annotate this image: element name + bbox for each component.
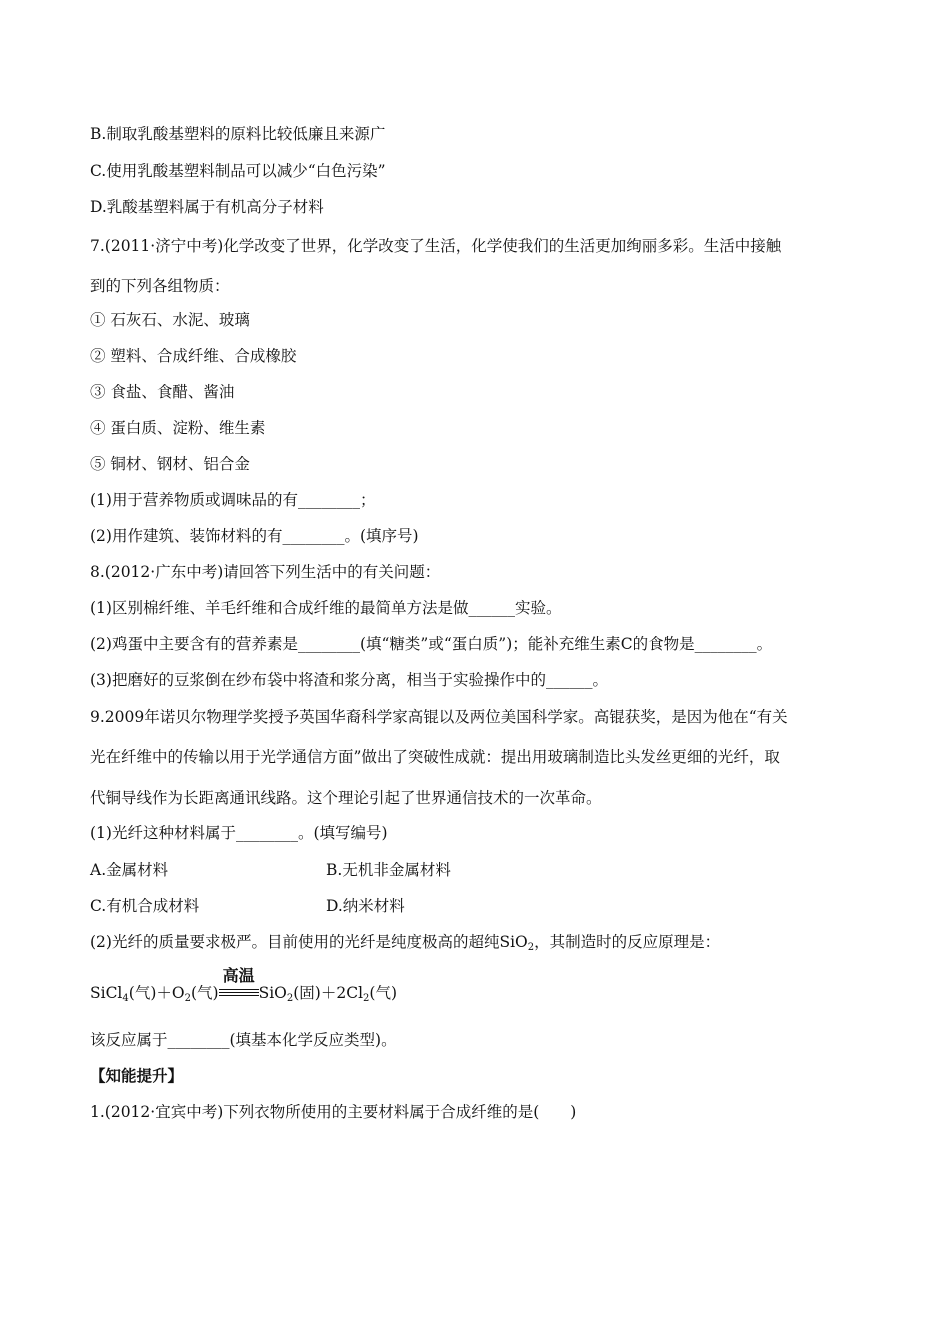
eq-o-sub: 2 — [184, 993, 191, 1004]
q7-item-3: ③ 食盐、食醋、酱油 — [90, 383, 235, 401]
q9-option-b: B.无机非金属材料 — [326, 861, 451, 879]
reaction-condition — [219, 966, 259, 1003]
eq-cl-sub: 2 — [363, 993, 370, 1004]
q7-item-4: ④ 蛋白质、淀粉、维生素 — [90, 419, 266, 437]
q7-item-2: ② 塑料、合成纤维、合成橡胶 — [90, 347, 297, 365]
q9-sub2-pre: (2)光纤的质量要求极严。目前使用的光纤是纯度极高的超纯SiO — [90, 933, 528, 951]
q8-sub2: (2)鸡蛋中主要含有的营养素是________(填“糖类”或“蛋白质”)；能补充维生素C的食物是________。 — [90, 635, 773, 653]
equals-bar-top — [219, 989, 259, 990]
q9-stem-line2: 光在纤维中的传输以用于光学通信方面”做出了突破性成就：提出用玻璃制造比头发丝更细的光纤，取 — [90, 748, 780, 766]
section-title: 【知能提升】 — [90, 1067, 184, 1085]
eq-sicl: SiCl — [90, 984, 123, 1002]
eq-sio-sub: 2 — [286, 993, 294, 1004]
q7-sub2: (2)用作建筑、装饰材料的有________。(填序号) — [90, 527, 419, 545]
q8-sub3: (3)把磨好的豆浆倒在纱布袋中将渣和浆分离，相当于实验操作中的______。 — [90, 671, 608, 689]
eq-sicl-sub: 4 — [122, 993, 129, 1004]
q7-item-1: ① 石灰石、水泥、玻璃 — [90, 311, 250, 329]
q6-option-c: C.使用乳酸基塑料制品可以减少“白色污染” — [90, 162, 386, 180]
q9-sub3: 该反应属于________(填基本化学反应类型)。 — [90, 1031, 397, 1049]
q9-sub2-subscript: 2 — [527, 942, 535, 953]
q9-stem-line3: 代铜导线作为长距离通讯线路。这个理论引起了世界通信技术的一次革命。 — [90, 789, 602, 807]
q9-equation — [90, 966, 398, 1009]
q6-option-b: B.制取乳酸基塑料的原料比较低廉且来源广 — [90, 125, 386, 143]
q9-sub1: (1)光纤这种材料属于________。(填写编号) — [90, 824, 388, 842]
q8-sub1: (1)区别棉纤维、羊毛纤维和合成纤维的最简单方法是做______实验。 — [90, 599, 562, 617]
q9-option-d: D.纳米材料 — [326, 897, 405, 915]
q6-option-d: D.乳酸基塑料属于有机高分子材料 — [90, 198, 324, 216]
q7-stem-line1: 7.(2011·济宁中考)化学改变了世界，化学改变了生活，化学使我们的生活更加绚丽多彩。生活中接触 — [90, 237, 782, 255]
q7-stem-line2: 到的下列各组物质： — [90, 277, 230, 295]
q9-sub2 — [90, 932, 720, 958]
equals-bar-bottom — [219, 995, 259, 996]
q9-option-c: C.有机合成材料 — [90, 897, 200, 915]
q9-option-a: A.金属材料 — [90, 861, 169, 879]
q8-stem: 8.(2012·广东中考)请回答下列生活中的有关问题： — [90, 563, 441, 581]
q9-sub2-post: ，其制造时的反应原理是： — [534, 933, 721, 951]
q7-item-5: ⑤ 铜材、钢材、铝合金 — [90, 455, 250, 473]
eq-mid1: (气)＋O — [128, 984, 185, 1002]
eq-mid3: (固)＋2Cl — [293, 984, 364, 1002]
reaction-condition-label: 高温 — [222, 966, 255, 985]
eq-mid2: (气) — [190, 984, 219, 1002]
eq-end: (气) — [369, 984, 398, 1002]
q9-stem-line1: 9.2009年诺贝尔物理学奖授予英国华裔科学家高锟以及两位美国科学家。高锟获奖，是因为他在“有关 — [90, 708, 788, 726]
equals-bar-mid — [219, 992, 259, 993]
p1-question: 1.(2012·宜宾中考)下列衣物所使用的主要材料属于合成纤维的是( ) — [90, 1103, 577, 1121]
eq-sio: SiO — [258, 984, 287, 1002]
q7-sub1: (1)用于营养物质或调味品的有________； — [90, 491, 376, 509]
